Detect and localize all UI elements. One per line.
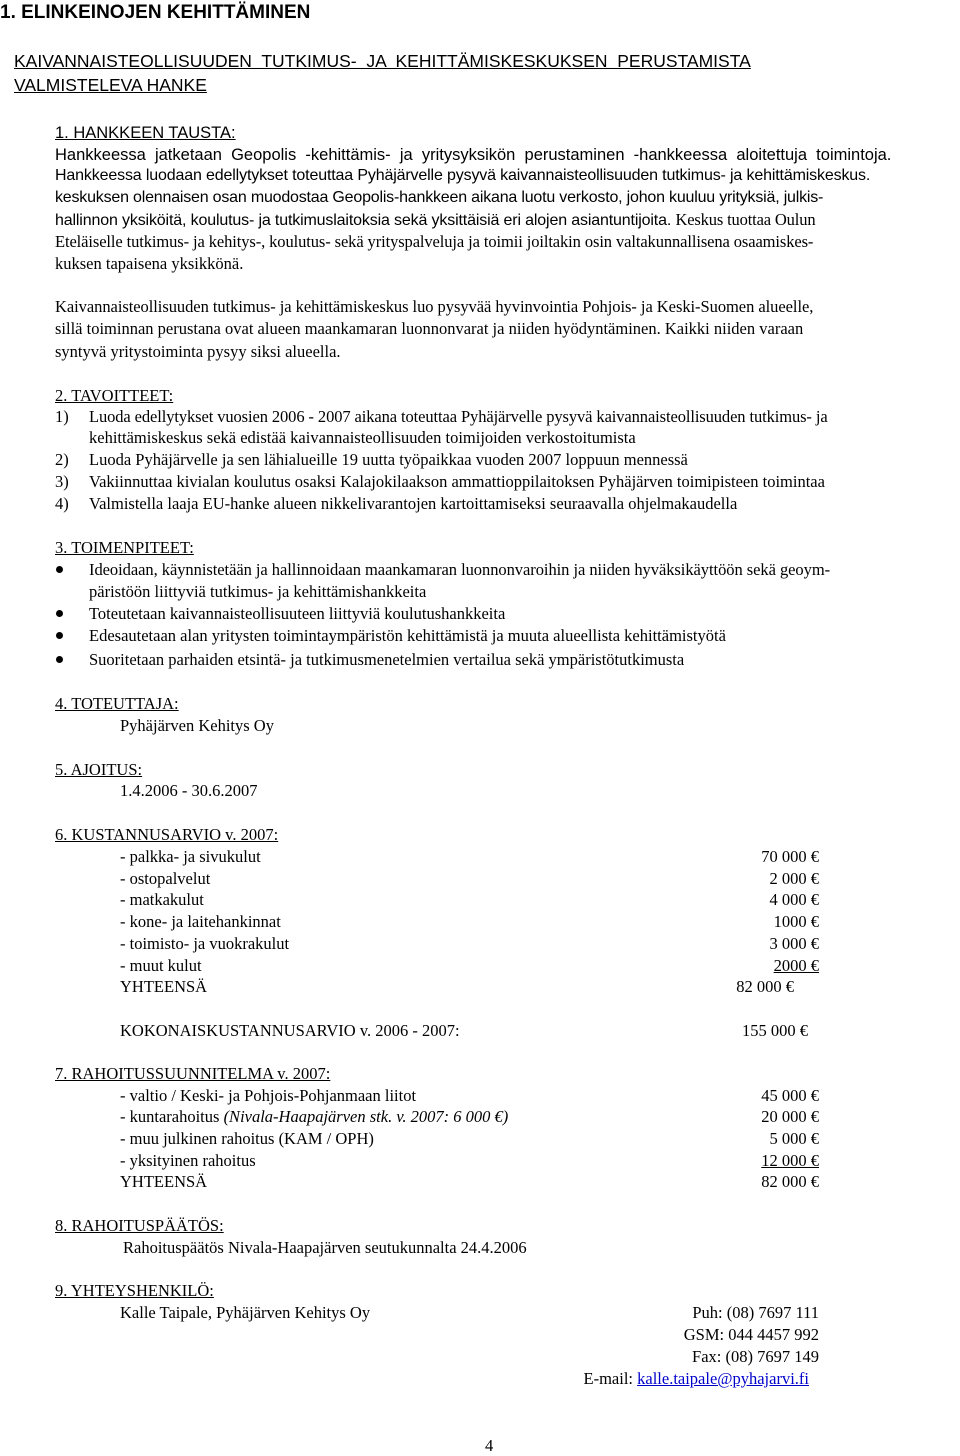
contact-phone: Puh: (08) 7697 111 [692, 1303, 819, 1322]
budget-total-amount: 82 000 € [736, 977, 794, 996]
page-number: 4 [485, 1436, 494, 1455]
action-text: päristöön liittyviä tutkimus- ja kehittämishankkeita [89, 582, 427, 601]
funding-total-label: YHTEENSÄ [120, 1172, 208, 1191]
section-heading-schedule: 5. AJOITUS: [55, 760, 143, 779]
section-heading-contact: 9. YHTEYSHENKILÖ: [55, 1281, 214, 1300]
goal-text: Luoda Pyhäjärvelle ja sen lähialueille 19 uutta työpaikkaa vuoden 2007 loppuun mennessä [89, 450, 688, 469]
contact-fax: Fax: (08) 7697 149 [692, 1347, 819, 1366]
budget-row-label: - kone- ja laitehankinnat [120, 912, 281, 931]
section-heading-actions: 3. TOIMENPITEET: [55, 538, 194, 557]
funding-row-amount: 20 000 € [761, 1107, 819, 1126]
decision-value: Rahoituspäätös Nivala-Haapajärven seutukunnalta 24.4.2006 [123, 1238, 527, 1257]
background-paragraph2-line: syntyvä yritystoiminta pysyy siksi alueella. [55, 342, 341, 361]
budget-row-label: - ostopalvelut [120, 869, 211, 888]
background-line: keskuksen olennaisen osan muodostaa Geopolis-hankkeen aikana luotu verkosto, johon kuuluu yrityksiä, julkis- [55, 189, 824, 206]
funding-row-amount: 12 000 € [761, 1151, 819, 1170]
funding-row-label: - valtio / Keski- ja Pohjois-Pohjanmaan liitot [120, 1086, 417, 1105]
contact-email-line [584, 1368, 809, 1390]
budget-row-label: - matkakulut [120, 890, 204, 909]
background-line: Eteläiselle tutkimus- ja kehitys-, koulutus- sekä yrityspalveluja ja toimii joiltakin osin valtakunnallisena osaamiskes- [55, 232, 814, 251]
background-line: Hankkeessa luodaan edellytykset toteuttaa Pyhäjärvelle pysyvä kaivannaisteollisuuden tutkimus- ja kehittämiskeskus. [55, 167, 871, 184]
goal-text: Luoda edellytykset vuosien 2006 - 2007 aikana toteuttaa Pyhäjärvelle pysyvä kaivannaisteollisuuden tutkimus- ja [89, 407, 828, 426]
budget-row-amount: 1000 € [773, 912, 819, 931]
project-title-line2: VALMISTELEVA HANKE [14, 75, 207, 95]
section-heading-funding: 7. RAHOITUSSUUNNITELMA v. 2007: [55, 1064, 331, 1083]
funding-row-label: - muu julkinen rahoitus (KAM / OPH) [120, 1129, 374, 1148]
background-line [55, 209, 815, 232]
bullet-icon [56, 656, 63, 663]
background-line: kuksen tapaisena yksikkönä. [55, 254, 244, 273]
funding-row-label: - yksityinen rahoitus [120, 1151, 256, 1170]
funding-row-note: (Nivala-Haapajärven stk. v. 2007: 6 000 €) [223, 1107, 509, 1126]
background-line-part: Keskus tuottaa Oulun [675, 210, 816, 229]
funding-row-label [120, 1106, 508, 1128]
funding-row-amount: 5 000 € [769, 1129, 819, 1148]
action-text: Edesautetaan alan yritysten toimintaympäristön kehittämistä ja muuta alueellista kehittämistyötä [89, 626, 726, 645]
budget-grand-total-amount: 155 000 € [742, 1021, 808, 1040]
background-paragraph2-line: sillä toiminnan perustana ovat alueen maankamaran luonnonvarat ja niiden hyödyntäminen. Kaikki niiden varaan [55, 319, 804, 338]
budget-grand-total-label: KOKONAISKUSTANNUSARVIO v. 2006 - 2007: [120, 1021, 460, 1040]
goal-number: 4) [55, 494, 69, 513]
goal-text: kehittämiskeskus sekä edistää kaivannaisteollisuuden toimijoiden verkostoitumista [89, 428, 636, 447]
background-line: Hankkeessa jatketaan Geopolis -kehittämis- ja yritysyksikön perustaminen -hankkeessa aloitettuja toimintoja. [55, 146, 892, 164]
budget-row-label: - muut kulut [120, 956, 202, 975]
budget-row-amount: 4 000 € [769, 890, 819, 909]
goal-text: Valmistella laaja EU-hanke alueen nikkelivarantojen kartoittamiseksi seuraavalla ohjelmakaudella [89, 494, 738, 513]
chapter-title: 1. ELINKEINOJEN KEHITTÄMINEN [0, 2, 311, 23]
bullet-icon [56, 610, 63, 617]
action-text: Ideoidaan, käynnistetään ja hallinnoidaan maankamaran luonnonvaroihin ja niiden hyväksikäyttöön sekä geoym- [89, 560, 831, 579]
budget-row-amount: 2000 € [773, 956, 819, 975]
contact-name: Kalle Taipale, Pyhäjärven Kehitys Oy [120, 1303, 371, 1322]
section-heading-background: 1. HANKKEEN TAUSTA: [55, 124, 236, 142]
contact-email-link[interactable]: kalle.taipale@pyhajarvi.fi [637, 1369, 809, 1388]
funding-row-amount: 45 000 € [761, 1086, 819, 1105]
budget-total-label: YHTEENSÄ [120, 977, 208, 996]
section-heading-decision: 8. RAHOITUSPÄÄTÖS: [55, 1216, 224, 1235]
goal-text: Vakiinnuttaa kivialan koulutus osaksi Kalajokilaakson ammattioppilaitoksen Pyhäjärven toimipisteen toimintaa [89, 472, 825, 491]
section-heading-goals: 2. TAVOITTEET: [55, 386, 174, 405]
implementer-value: Pyhäjärven Kehitys Oy [120, 716, 274, 735]
goal-number: 1) [55, 407, 69, 426]
budget-row-label: - palkka- ja sivukulut [120, 847, 261, 866]
section-heading-budget: 6. KUSTANNUSARVIO v. 2007: [55, 825, 279, 844]
goal-number: 2) [55, 450, 69, 469]
background-line-part: hallinnon yksiköitä, koulutus- ja tutkimuslaitoksia sekä yksittäisiä eri alojen asiantuntijoita. [55, 212, 672, 229]
contact-email-label: E-mail: [583, 1369, 638, 1388]
action-text: Suoritetaan parhaiden etsintä- ja tutkimusmenetelmien vertailua sekä ympäristötutkimusta [89, 650, 685, 669]
funding-row-label-text: - kuntarahoitus [120, 1107, 224, 1126]
goal-number: 3) [55, 472, 69, 491]
budget-row-amount: 2 000 € [769, 869, 819, 888]
project-title-line1: KAIVANNAISTEOLLISUUDEN TUTKIMUS- JA KEHITTÄMISKESKUKSEN PERUSTAMISTA [14, 51, 751, 71]
schedule-value: 1.4.2006 - 30.6.2007 [120, 781, 258, 800]
section-heading-implementer: 4. TOTEUTTAJA: [55, 694, 179, 713]
budget-row-label: - toimisto- ja vuokrakulut [120, 934, 290, 953]
bullet-icon [56, 632, 63, 639]
contact-gsm: GSM: 044 4457 992 [683, 1325, 819, 1344]
budget-row-amount: 3 000 € [769, 934, 819, 953]
background-paragraph2-line: Kaivannaisteollisuuden tutkimus- ja kehittämiskeskus luo pysyvää hyvinvointia Pohjois- ja Keski-Suomen alueelle, [55, 297, 814, 316]
action-text: Toteutetaan kaivannaisteollisuuteen liittyviä koulutushankkeita [89, 604, 506, 623]
budget-row-amount: 70 000 € [761, 847, 819, 866]
funding-total-amount: 82 000 € [761, 1172, 819, 1191]
bullet-icon [56, 566, 63, 573]
